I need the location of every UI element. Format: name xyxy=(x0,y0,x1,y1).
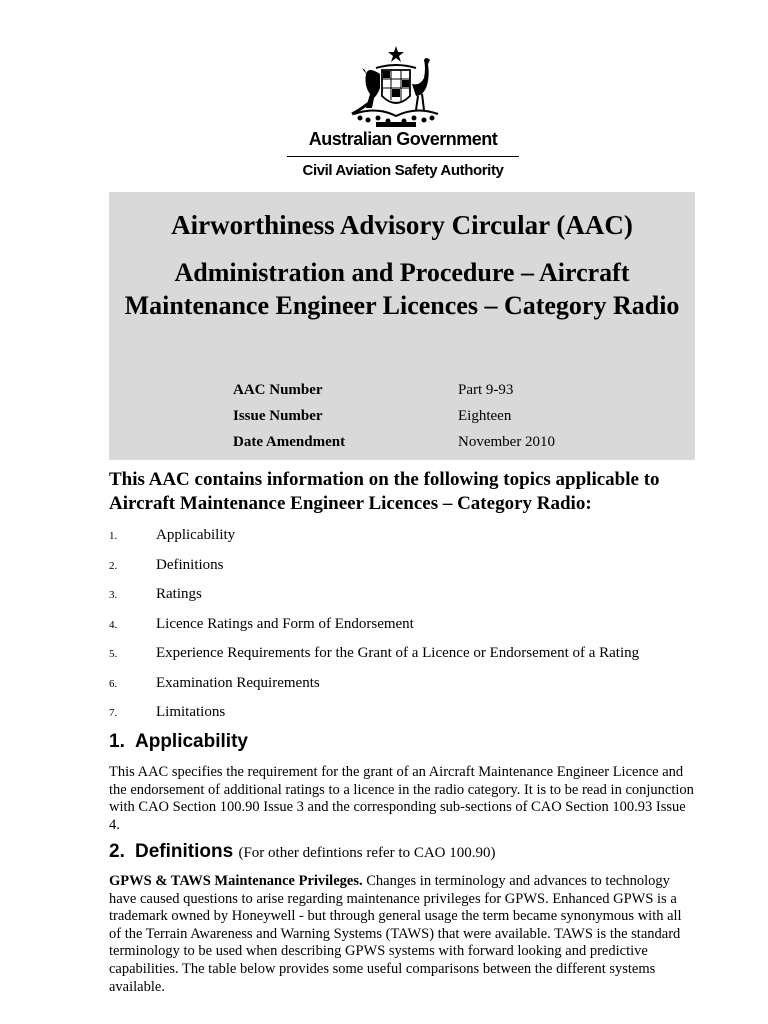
section-number: 2. xyxy=(109,841,125,862)
document-subtitle: Administration and Procedure – Aircraft Maintenance Engineer Licences – Category Radio xyxy=(124,258,680,320)
definition-body: Changes in terminology and advances to technology have caused questions to arise regarding maintenance privileges for GPWS. Enhanced GPWS is a trademark owned by Honeywell - but through general usage the term became synonymous with all of the Terrain Awareness and Warning Systems (TAWS) that were available. TAWS is the standard terminology to be used when describing GPWS systems with forward looking and predictive capabilities. The table below provides some useful comparisons between the different systems available. xyxy=(109,873,682,995)
list-text: Ratings xyxy=(156,586,202,602)
meta-value: Eighteen xyxy=(458,408,512,424)
meta-label: Date Amendment xyxy=(233,434,346,450)
meta-value: November 2010 xyxy=(458,434,556,450)
definition-term: GPWS & TAWS Maintenance Privileges. xyxy=(109,873,363,889)
list-text: Examination Requirements xyxy=(156,674,320,691)
section-note: (For other defintions refer to CAO 100.90) xyxy=(238,845,496,861)
government-name: Australian Government xyxy=(308,129,498,149)
header-divider xyxy=(287,156,519,157)
section-title: Definitions xyxy=(135,841,234,862)
list-number: 1. xyxy=(109,530,118,542)
list-number: 3. xyxy=(109,589,118,601)
coat-of-arms-logo xyxy=(346,44,446,128)
list-number: 2. xyxy=(109,559,118,572)
meta-label: AAC Number xyxy=(233,382,323,398)
list-text: Licence Ratings and Form of Endorsement xyxy=(156,615,414,632)
list-item xyxy=(109,557,709,587)
list-number: 5. xyxy=(109,648,118,660)
meta-value: Part 9-93 xyxy=(458,382,514,398)
list-item xyxy=(109,675,709,705)
list-item xyxy=(109,704,709,734)
list-text: Applicability xyxy=(156,527,236,543)
list-number: 7. xyxy=(109,707,118,719)
title-banner xyxy=(109,192,695,460)
list-item xyxy=(109,586,709,616)
list-text: Limitations xyxy=(156,704,226,720)
list-item xyxy=(109,527,709,557)
list-text: Definitions xyxy=(156,556,224,573)
list-text: Experience Requirements for the Grant of a Licence or Endorsement of a Rating xyxy=(156,645,640,661)
authority-name: Civil Aviation Safety Authority xyxy=(302,162,504,179)
document-type-title: Airworthiness Advisory Circular (AAC) xyxy=(171,210,633,240)
section-heading-applicability xyxy=(109,731,248,753)
list-number: 6. xyxy=(109,677,118,690)
section-number: 1. xyxy=(109,731,125,752)
definitions-paragraph xyxy=(109,873,695,996)
intro-heading: This AAC contains information on the following topics applicable to Aircraft Maintenance Engineer Licences – Category Radio: xyxy=(109,469,660,514)
list-number: 4. xyxy=(109,618,118,631)
meta-label: Issue Number xyxy=(233,408,323,424)
topics-list xyxy=(109,527,709,734)
section-heading-definitions xyxy=(109,841,495,863)
list-item xyxy=(109,645,709,675)
applicability-paragraph: This AAC specifies the requirement for the grant of an Aircraft Maintenance Engineer Licence and the endorsement of additional ratings to a licence in the radio category. It is to be read in conjunction with CAO Section 100.90 Issue 3 and the corresponding sub-sections of CAO Section 100.93 Issue 4. xyxy=(109,764,694,833)
list-item xyxy=(109,616,709,646)
section-title: Applicability xyxy=(135,731,248,752)
